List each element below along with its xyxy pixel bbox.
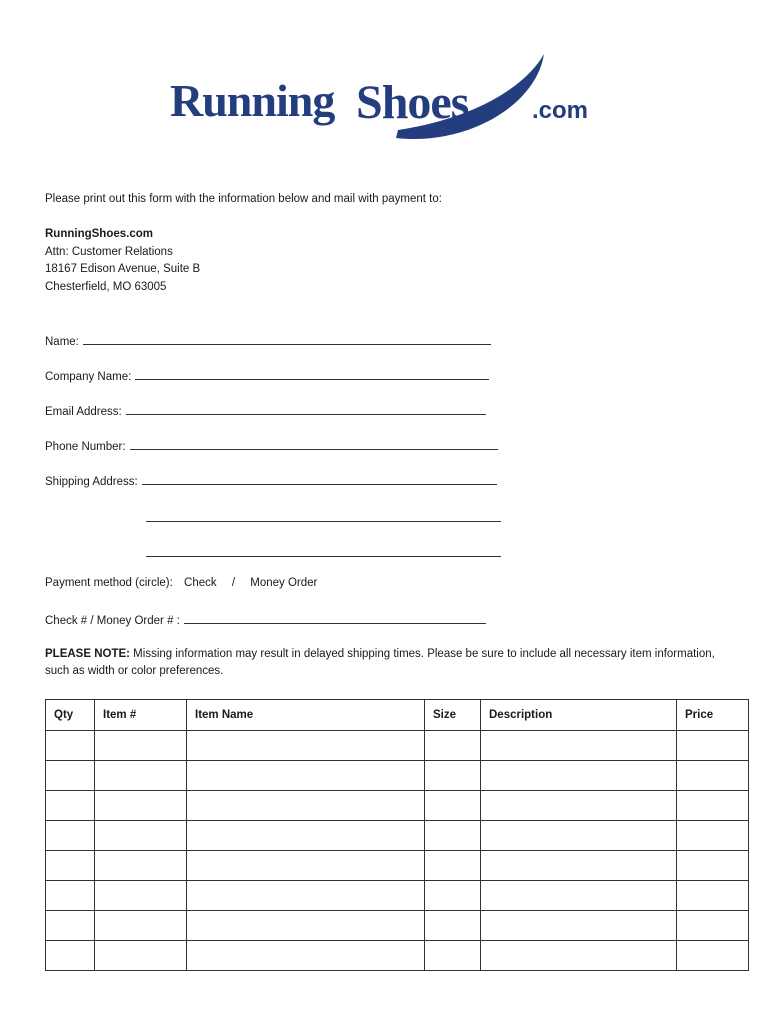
cell-item-name[interactable]	[187, 821, 425, 851]
cell-description[interactable]	[481, 731, 677, 761]
cell-item-number[interactable]	[95, 941, 187, 971]
cell-qty[interactable]	[46, 821, 95, 851]
intro-text: Please print out this form with the information below and mail with payment to:	[45, 193, 442, 205]
cell-size[interactable]	[425, 941, 481, 971]
header-item-name: Item Name	[187, 700, 425, 731]
cell-description[interactable]	[481, 941, 677, 971]
cell-item-number[interactable]	[95, 911, 187, 941]
logo-graphic	[166, 46, 606, 156]
table-row	[46, 761, 749, 791]
email-label: Email Address:	[45, 406, 122, 418]
cell-description[interactable]	[481, 821, 677, 851]
cell-price[interactable]	[677, 761, 749, 791]
cell-item-number[interactable]	[95, 731, 187, 761]
cell-description[interactable]	[481, 881, 677, 911]
address-attn: Attn: Customer Relations	[45, 246, 173, 258]
cell-qty[interactable]	[46, 761, 95, 791]
name-field[interactable]	[45, 333, 491, 348]
header-size: Size	[425, 700, 481, 731]
cell-item-name[interactable]	[187, 731, 425, 761]
header-qty: Qty	[46, 700, 95, 731]
cell-size[interactable]	[425, 791, 481, 821]
shipping-line-3[interactable]	[146, 555, 501, 557]
header-price: Price	[677, 700, 749, 731]
phone-field[interactable]	[45, 438, 498, 453]
svg-text:Running: Running	[170, 75, 335, 126]
cell-item-number[interactable]	[95, 761, 187, 791]
cell-price[interactable]	[677, 731, 749, 761]
cell-description[interactable]	[481, 911, 677, 941]
header-description: Description	[481, 700, 677, 731]
name-label: Name:	[45, 336, 79, 348]
payment-method-label: Payment method (circle):	[45, 577, 173, 589]
name-line[interactable]	[83, 333, 491, 345]
address-company: RunningShoes.com	[45, 228, 153, 240]
cell-qty[interactable]	[46, 731, 95, 761]
cell-item-number[interactable]	[95, 821, 187, 851]
cell-size[interactable]	[425, 851, 481, 881]
cell-item-number[interactable]	[95, 851, 187, 881]
payment-method-row	[45, 577, 317, 589]
note-label: PLEASE NOTE:	[45, 648, 130, 660]
payment-check-option[interactable]: Check	[184, 577, 217, 589]
cell-size[interactable]	[425, 731, 481, 761]
company-name-label: Company Name:	[45, 371, 132, 383]
company-name-line[interactable]	[135, 368, 489, 380]
cell-item-name[interactable]	[187, 941, 425, 971]
payment-money-order-option[interactable]: Money Order	[250, 577, 318, 589]
payment-number-field[interactable]	[45, 612, 486, 627]
email-field[interactable]	[45, 403, 486, 418]
order-table-body	[46, 731, 749, 971]
phone-label: Phone Number:	[45, 441, 126, 453]
svg-text:.com: .com	[532, 97, 589, 124]
table-row	[46, 941, 749, 971]
company-name-field[interactable]	[45, 368, 489, 383]
cell-description[interactable]	[481, 761, 677, 791]
table-row	[46, 791, 749, 821]
cell-description[interactable]	[481, 851, 677, 881]
table-row	[46, 881, 749, 911]
shipping-line-2[interactable]	[146, 520, 501, 522]
cell-item-name[interactable]	[187, 851, 425, 881]
cell-qty[interactable]	[46, 941, 95, 971]
table-row	[46, 821, 749, 851]
note-text: Missing information may result in delayed shipping times. Please be sure to include all necessary item information, such as width or color preferences.	[45, 648, 715, 677]
table-header-row	[46, 700, 749, 731]
cell-description[interactable]	[481, 791, 677, 821]
phone-line[interactable]	[130, 438, 498, 450]
cell-qty[interactable]	[46, 911, 95, 941]
order-table	[45, 699, 749, 971]
payment-separator: /	[231, 577, 236, 589]
cell-size[interactable]	[425, 881, 481, 911]
cell-price[interactable]	[677, 881, 749, 911]
runningshoes-logo	[166, 46, 606, 156]
cell-price[interactable]	[677, 941, 749, 971]
payment-number-label: Check # / Money Order # :	[45, 615, 180, 627]
email-line[interactable]	[126, 403, 486, 415]
cell-item-number[interactable]	[95, 791, 187, 821]
table-row	[46, 851, 749, 881]
address-city: Chesterfield, MO 63005	[45, 281, 167, 293]
cell-price[interactable]	[677, 911, 749, 941]
cell-item-name[interactable]	[187, 881, 425, 911]
table-row	[46, 911, 749, 941]
header-item-number: Item #	[95, 700, 187, 731]
cell-item-number[interactable]	[95, 881, 187, 911]
cell-item-name[interactable]	[187, 911, 425, 941]
cell-qty[interactable]	[46, 881, 95, 911]
svg-text:Shoes: Shoes	[356, 76, 469, 129]
cell-price[interactable]	[677, 821, 749, 851]
cell-size[interactable]	[425, 761, 481, 791]
please-note	[45, 646, 735, 680]
payment-number-line[interactable]	[184, 612, 486, 624]
cell-qty[interactable]	[46, 851, 95, 881]
table-row	[46, 731, 749, 761]
cell-price[interactable]	[677, 851, 749, 881]
cell-size[interactable]	[425, 911, 481, 941]
address-street: 18167 Edison Avenue, Suite B	[45, 263, 201, 275]
cell-size[interactable]	[425, 821, 481, 851]
cell-item-name[interactable]	[187, 791, 425, 821]
shipping-field[interactable]	[45, 473, 497, 488]
shipping-line-1[interactable]	[142, 473, 497, 485]
cell-item-name[interactable]	[187, 761, 425, 791]
shipping-label: Shipping Address:	[45, 476, 138, 488]
cell-qty[interactable]	[46, 791, 95, 821]
cell-price[interactable]	[677, 791, 749, 821]
